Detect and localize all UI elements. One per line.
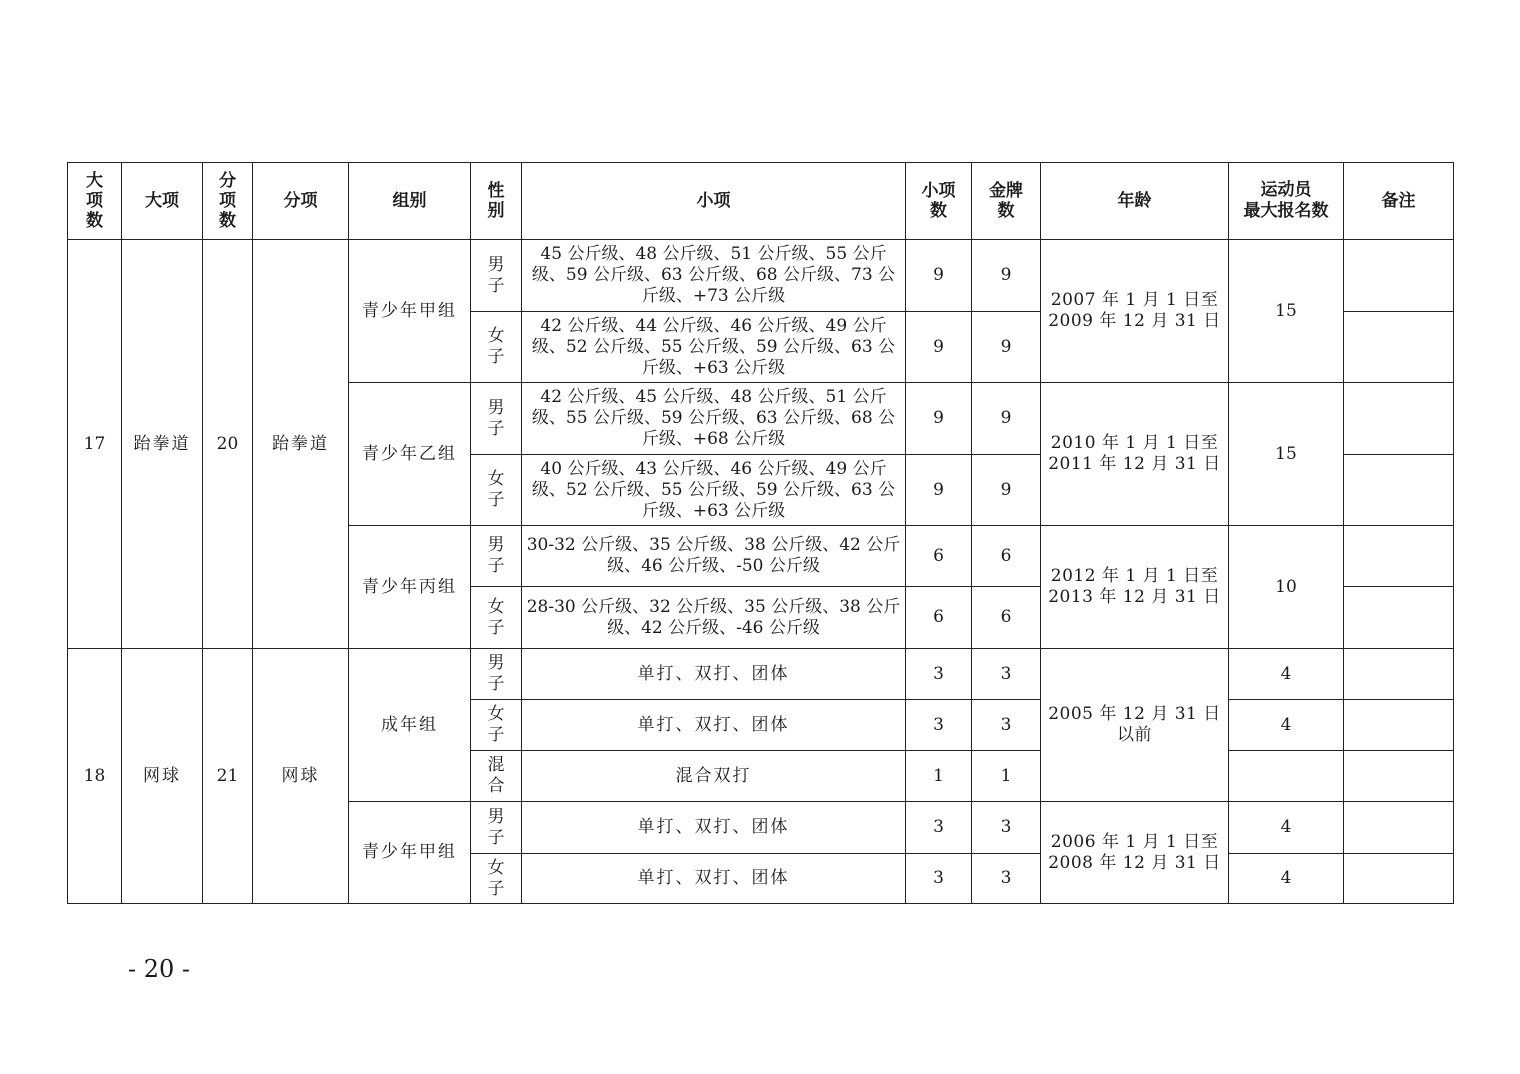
gender-cell: 男子 bbox=[471, 649, 522, 700]
item-count-cell: 9 bbox=[906, 455, 972, 526]
items-cell: 单打、双打、团体 bbox=[522, 700, 906, 751]
group-cell: 青少年乙组 bbox=[349, 383, 471, 526]
gender-cell: 女子 bbox=[471, 700, 522, 751]
group-cell: 成年组 bbox=[349, 649, 471, 802]
remarks-cell bbox=[1344, 587, 1454, 649]
gender-cell: 男子 bbox=[471, 383, 522, 455]
item-count-cell: 9 bbox=[906, 383, 972, 455]
header-gender: 性别 bbox=[471, 163, 522, 240]
gold-count-cell: 6 bbox=[972, 526, 1041, 587]
header-gold-count: 金牌数 bbox=[972, 163, 1041, 240]
sub-count-cell: 21 bbox=[203, 649, 253, 904]
page-number: - 20 - bbox=[128, 955, 191, 983]
max-athletes-cell: 4 bbox=[1229, 649, 1344, 700]
age-cell: 2006 年 1 月 1 日至 2008 年 12 月 31 日 bbox=[1041, 802, 1229, 904]
remarks-cell bbox=[1344, 312, 1454, 383]
item-count-cell: 3 bbox=[906, 802, 972, 854]
items-cell: 单打、双打、团体 bbox=[522, 802, 906, 854]
header-max-athletes: 运动员 最大报名数 bbox=[1229, 163, 1344, 240]
header-sub-count: 分项数 bbox=[203, 163, 253, 240]
table-row bbox=[68, 240, 1454, 312]
major-event-cell: 跆拳道 bbox=[122, 240, 203, 649]
sub-event-cell: 网球 bbox=[253, 649, 349, 904]
gender-cell: 混合 bbox=[471, 751, 522, 802]
item-count-cell: 1 bbox=[906, 751, 972, 802]
gold-count-cell: 9 bbox=[972, 312, 1041, 383]
header-age: 年龄 bbox=[1041, 163, 1229, 240]
items-cell: 42 公斤级、44 公斤级、46 公斤级、49 公斤级、52 公斤级、55 公斤级、59 公斤级、63 公斤级、+63 公斤级 bbox=[522, 312, 906, 383]
gold-count-cell: 6 bbox=[972, 587, 1041, 649]
age-cell: 2005 年 12 月 31 日 以前 bbox=[1041, 649, 1229, 802]
header-major-count: 大项数 bbox=[68, 163, 122, 240]
items-cell: 混合双打 bbox=[522, 751, 906, 802]
gold-count-cell: 3 bbox=[972, 802, 1041, 854]
gender-cell: 男子 bbox=[471, 240, 522, 312]
item-count-cell: 9 bbox=[906, 312, 972, 383]
gold-count-cell: 3 bbox=[972, 854, 1041, 904]
gender-cell: 女子 bbox=[471, 312, 522, 383]
items-cell: 30-32 公斤级、35 公斤级、38 公斤级、42 公斤级、46 公斤级、-50 公斤级 bbox=[522, 526, 906, 587]
items-cell: 42 公斤级、45 公斤级、48 公斤级、51 公斤级、55 公斤级、59 公斤级、63 公斤级、68 公斤级、+68 公斤级 bbox=[522, 383, 906, 455]
item-count-cell: 3 bbox=[906, 649, 972, 700]
max-athletes-cell: 4 bbox=[1229, 802, 1344, 854]
remarks-cell bbox=[1344, 526, 1454, 587]
remarks-cell bbox=[1344, 455, 1454, 526]
gender-cell: 女子 bbox=[471, 854, 522, 904]
header-group: 组别 bbox=[349, 163, 471, 240]
remarks-cell bbox=[1344, 383, 1454, 455]
remarks-cell bbox=[1344, 854, 1454, 904]
remarks-cell bbox=[1344, 751, 1454, 802]
item-count-cell: 3 bbox=[906, 854, 972, 904]
header-row bbox=[68, 163, 1454, 240]
major-count-cell: 17 bbox=[68, 240, 122, 649]
items-cell: 单打、双打、团体 bbox=[522, 854, 906, 904]
max-athletes-cell bbox=[1229, 751, 1344, 802]
gold-count-cell: 1 bbox=[972, 751, 1041, 802]
header-item-count: 小项数 bbox=[906, 163, 972, 240]
sub-event-cell: 跆拳道 bbox=[253, 240, 349, 649]
item-count-cell: 6 bbox=[906, 587, 972, 649]
gender-cell: 女子 bbox=[471, 587, 522, 649]
gender-cell: 男子 bbox=[471, 526, 522, 587]
remarks-cell bbox=[1344, 802, 1454, 854]
items-cell: 单打、双打、团体 bbox=[522, 649, 906, 700]
age-cell: 2010 年 1 月 1 日至 2011 年 12 月 31 日 bbox=[1041, 383, 1229, 526]
header-sub-event: 分项 bbox=[253, 163, 349, 240]
max-athletes-cell: 4 bbox=[1229, 854, 1344, 904]
items-cell: 40 公斤级、43 公斤级、46 公斤级、49 公斤级、52 公斤级、55 公斤级、59 公斤级、63 公斤级、+63 公斤级 bbox=[522, 455, 906, 526]
table-row bbox=[68, 649, 1454, 700]
age-cell: 2007 年 1 月 1 日至 2009 年 12 月 31 日 bbox=[1041, 240, 1229, 383]
remarks-cell bbox=[1344, 700, 1454, 751]
gold-count-cell: 9 bbox=[972, 383, 1041, 455]
item-count-cell: 3 bbox=[906, 700, 972, 751]
item-count-cell: 6 bbox=[906, 526, 972, 587]
gold-count-cell: 9 bbox=[972, 455, 1041, 526]
sports-events-table bbox=[67, 162, 1454, 904]
group-cell: 青少年丙组 bbox=[349, 526, 471, 649]
max-athletes-cell: 15 bbox=[1229, 240, 1344, 383]
remarks-cell bbox=[1344, 240, 1454, 312]
age-cell: 2012 年 1 月 1 日至 2013 年 12 月 31 日 bbox=[1041, 526, 1229, 649]
gender-cell: 男子 bbox=[471, 802, 522, 854]
header-items: 小项 bbox=[522, 163, 906, 240]
gender-cell: 女子 bbox=[471, 455, 522, 526]
max-athletes-cell: 15 bbox=[1229, 383, 1344, 526]
gold-count-cell: 9 bbox=[972, 240, 1041, 312]
major-event-cell: 网球 bbox=[122, 649, 203, 904]
gold-count-cell: 3 bbox=[972, 700, 1041, 751]
item-count-cell: 9 bbox=[906, 240, 972, 312]
max-athletes-cell: 10 bbox=[1229, 526, 1344, 649]
remarks-cell bbox=[1344, 649, 1454, 700]
items-cell: 28-30 公斤级、32 公斤级、35 公斤级、38 公斤级、42 公斤级、-46 公斤级 bbox=[522, 587, 906, 649]
group-cell: 青少年甲组 bbox=[349, 802, 471, 904]
sub-count-cell: 20 bbox=[203, 240, 253, 649]
major-count-cell: 18 bbox=[68, 649, 122, 904]
items-cell: 45 公斤级、48 公斤级、51 公斤级、55 公斤级、59 公斤级、63 公斤级、68 公斤级、73 公斤级、+73 公斤级 bbox=[522, 240, 906, 312]
max-athletes-cell: 4 bbox=[1229, 700, 1344, 751]
gold-count-cell: 3 bbox=[972, 649, 1041, 700]
group-cell: 青少年甲组 bbox=[349, 240, 471, 383]
header-major-event: 大项 bbox=[122, 163, 203, 240]
header-remarks: 备注 bbox=[1344, 163, 1454, 240]
